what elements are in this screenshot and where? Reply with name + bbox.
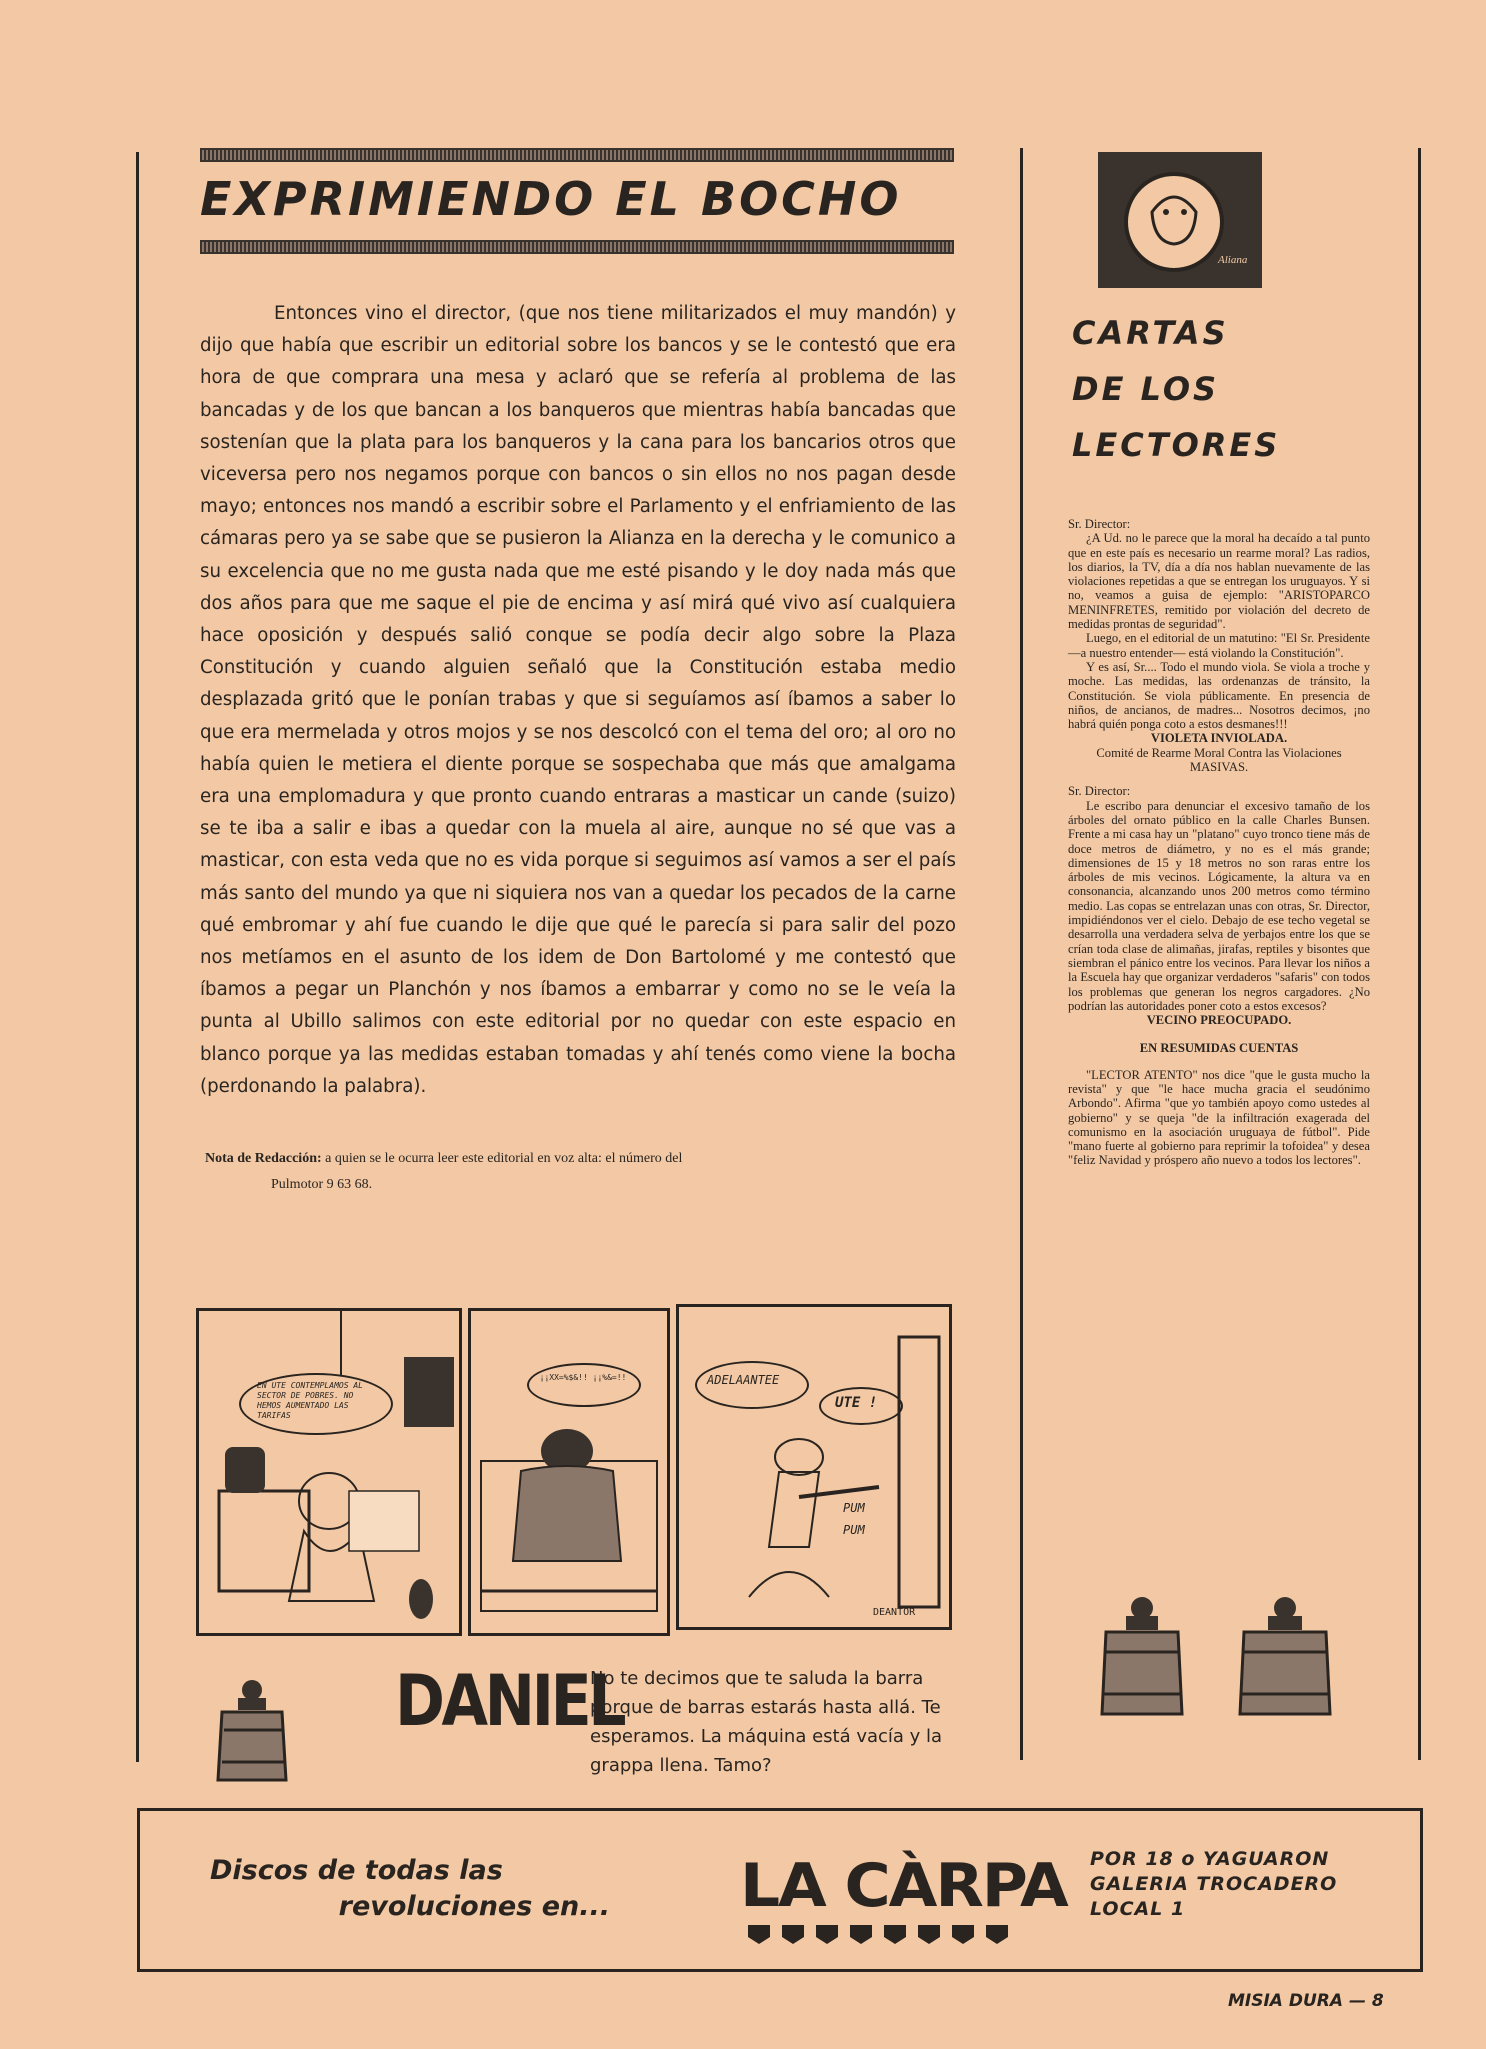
- cartoon-panel-3: [676, 1304, 952, 1630]
- letter1-paragraph: ¿A Ud. no le parece que la moral ha decaído a tal punto que en este país es necesario un rearme moral? Las radios, los diarios, la TV, día a día nos hablan nuevamente de las violaciones repetidas a que se entregan los uruguayos. Y si no, veamos a guisa de ejemplo: "ARISTOPARCO MENINFRETES, remitido por violación del decreto de medidas prontas de seguridad".: [1068, 531, 1370, 632]
- ad-address-line-2: GALERIA TROCADERO: [1090, 1873, 1338, 1895]
- letter1-signature: VIOLETA INVIOLADA.: [1150, 731, 1288, 746]
- summary-title: EN RESUMIDAS CUENTAS: [1139, 1041, 1299, 1056]
- letters-title-line-3: LECTORES: [1072, 426, 1281, 464]
- ad-line-1: Discos de todas las: [210, 1855, 503, 1886]
- note-line2: Pulmotor 9 63 68.: [271, 1177, 373, 1192]
- editorial-body: Entonces vino el director, (que nos tiene militarizados el muy mandón) y dijo que había que escribir un editorial sobre los bancos y se le contestó que era hora de que comprara una mesa y aclaró que se refería al problema de las bancadas y de los que bancan a los banqueros que mientras había bancadas que sostenían que la plata para los banqueros y la cana para los bancarios otros que viceversa pero nos negamos porque con bancos o sin ellos no nos pagan desde mayo; entonces nos mandó a escribir sobre el Parlamento y el enfriamiento de las cámaras pero ya se sabe que se pusieron la Alianza en la derecha y le comunico a su excelencia que no me gusta nada que me esté pisando y le doy nada más que dos años para que me saque el pie de encima y así mirá qué vivo así cualquiera hace oposición y después salió conque se podía decir algo sobre la Plaza Constitución y cuando alguien señaló que la Constitución estaba medio desplazada gritó que le ponían trabas y que si seguíamos así íbamos a saber lo que era mermelada y otros mojos y se nos descolcó con el tema del oro; al oro no había quien le metiera el diente porque se sospechaba que más que amalgama era una emplomadura y que pronto cuando entraras a masticar un cande (suizo) se te iba a salir e ibas a quedar con la muela al aire, aunque no sé que vas a masticar, con esta veda que no es vida porque si seguimos así vamos a ser el país más santo del mundo ya que ni siquiera nos van a quedar los pecados de la carne qué embromar y ahí fue cuando le dije que qué le parecía si para salir del pozo nos metíamos en el asunto de los idem de Don Bartolomé y me contestó que íbamos a pegar un Planchón y nos íbamos a embarrar y como no se le veía la punta al Ubillo salimos con este editorial por no quedar con este espacio en blanco porque ya las medidas estaban tomadas y ahí tenés como viene la bocha (perdonando la palabra).: [200, 303, 956, 1097]
- cartoon-panel-2: [468, 1308, 670, 1636]
- letters-logo: [1098, 152, 1262, 288]
- cartoon-drawing-3: [679, 1307, 949, 1627]
- ad-logo-flags: [744, 1923, 1024, 1945]
- note-label: Nota de Redacción:: [205, 1151, 322, 1166]
- headline-top-rule: [200, 148, 954, 162]
- letter2-signature: VECINO PREOCUPADO.: [1146, 1013, 1292, 1028]
- letters-title-line-1: CARTAS: [1072, 314, 1229, 352]
- letters-body: [1068, 517, 1370, 1168]
- headline: EXPRIMIENDO EL BOCHO: [200, 172, 902, 226]
- letter2-salutation: Sr. Director:: [1068, 784, 1131, 799]
- cartoon-signature: DEANTOR: [873, 1607, 916, 1618]
- letters-title-line-2: DE LOS: [1072, 370, 1220, 408]
- speech-bubble-2: [527, 1363, 641, 1407]
- jar-icon: [208, 1676, 298, 1786]
- ad-line-2: revoluciones en...: [338, 1891, 610, 1922]
- column-rule: [1020, 148, 1023, 1760]
- ad-tagline: [210, 1853, 610, 1925]
- speech-bubble-2-text: ¡¡XX=%$&!! ¡¡%&=!!: [539, 1373, 627, 1382]
- cartoon-panel-1: [196, 1308, 462, 1636]
- left-rule: [136, 152, 139, 1762]
- ad-address-line-3: LOCAL 1: [1090, 1898, 1186, 1920]
- letter1-salutation: Sr. Director:: [1068, 517, 1131, 531]
- ad-logo: LA CÀRPA: [740, 1851, 1067, 1921]
- jar-icon: [1232, 1594, 1338, 1718]
- daniel-name: DANIEL: [395, 1660, 624, 1742]
- letters-title: [1072, 305, 1280, 473]
- letter1-paragraph: Luego, en el editorial de un matutino: "El Sr. Presidente —a nuestro entender— está violando la Constitución".: [1068, 631, 1370, 660]
- page-footer: MISIA DURA — 8: [1228, 1991, 1384, 2011]
- cartoon-drawing-2: [471, 1311, 667, 1633]
- advertisement: [137, 1808, 1423, 1972]
- speech-bubble-3-text: ADELAANTEE: [707, 1373, 780, 1387]
- speech-bubble-1-text: EN UTE CONTEMPLAMOS AL SECTOR DE POBRES. NO HEMOS AUMENTADO LAS TARIFAS: [257, 1381, 363, 1420]
- jar-icon: [1094, 1594, 1190, 1718]
- sound-effect: PUM PUM: [843, 1501, 865, 1537]
- headline-bottom-rule: [200, 240, 954, 254]
- ad-address: [1090, 1847, 1337, 1922]
- letter1-signature-sub: Comité de Rearme Moral Contra las Violaciones MASIVAS.: [1096, 745, 1342, 775]
- right-rule: [1418, 148, 1421, 1760]
- ad-address-line-1: POR 18 o YAGUARON: [1090, 1848, 1330, 1870]
- summary-text: "LECTOR ATENTO" nos dice "que le gusta mucho la revista" y que "le hace mucha gracia el seudónimo Arbondo". Afirma "que yo también apoyo como ustedes al gobierno" y se queja "de la infiltración exagerada del comunismo en la asociación uruguaya de fútbol". Pide "mano fuerte al gobierno para reprimir la tofoidea" y desea "feliz Navidad y próspero año nuevo a todos los lectores".: [1068, 1067, 1370, 1168]
- cartoon-drawing-1: [199, 1311, 459, 1633]
- letter1-paragraph: Y es así, Sr.... Todo el mundo viola. Se viola a troche y moche. Las medidas, las ordenanzas de tránsito, la Constitución. Se viola públicamente. En presencia de niños, de ancianos, de madres... Nosotros decimos, ¡no habrá quién ponga coto a estos desmanes!!!: [1068, 659, 1370, 732]
- editorial-note: [205, 1146, 955, 1198]
- letter2-paragraph: Le escribo para denunciar el excesivo tamaño de los árboles del ornato público en la calle Charles Bunsen. Frente a mi casa hay un "platano" cuyo tronco tiene más de doce metros de diámetro, y no es el más grande; dimensiones de 15 y 18 metros no son raras entre los árboles de mis vecinos. Lógicamente, la altura va en consonancia, alcanzando unos 200 metros como término medio. Las copas se entrelazan unas con otras, Sr. Director, impidiéndonos ver el cielo. Debajo de ese techo vegetal se desarrolla una verdadera selva de yerbajos entre los que se crían toda clase de alimañas, jirafas, reptiles y bisontes que siembran el pánico entre los vecinos. Para llevar los niños a la Escuela hay que organizar verdaderos "safaris" con todos los problemas que generan los negros cargadores. ¿No podrían las autoridades poner coto a estos excesos?: [1068, 798, 1370, 1013]
- letters-logo-text: Aliana: [1218, 254, 1248, 266]
- speech-bubble-4-text: UTE !: [835, 1395, 878, 1411]
- note-text: a quien se le ocurra leer este editorial en voz alta: el número del: [325, 1151, 683, 1166]
- daniel-message: No te decimos que te saluda la barra porque de barras estarás hasta allá. Te esperamos. La máquina está vacía y la grappa llena. Tamo?: [590, 1668, 943, 1776]
